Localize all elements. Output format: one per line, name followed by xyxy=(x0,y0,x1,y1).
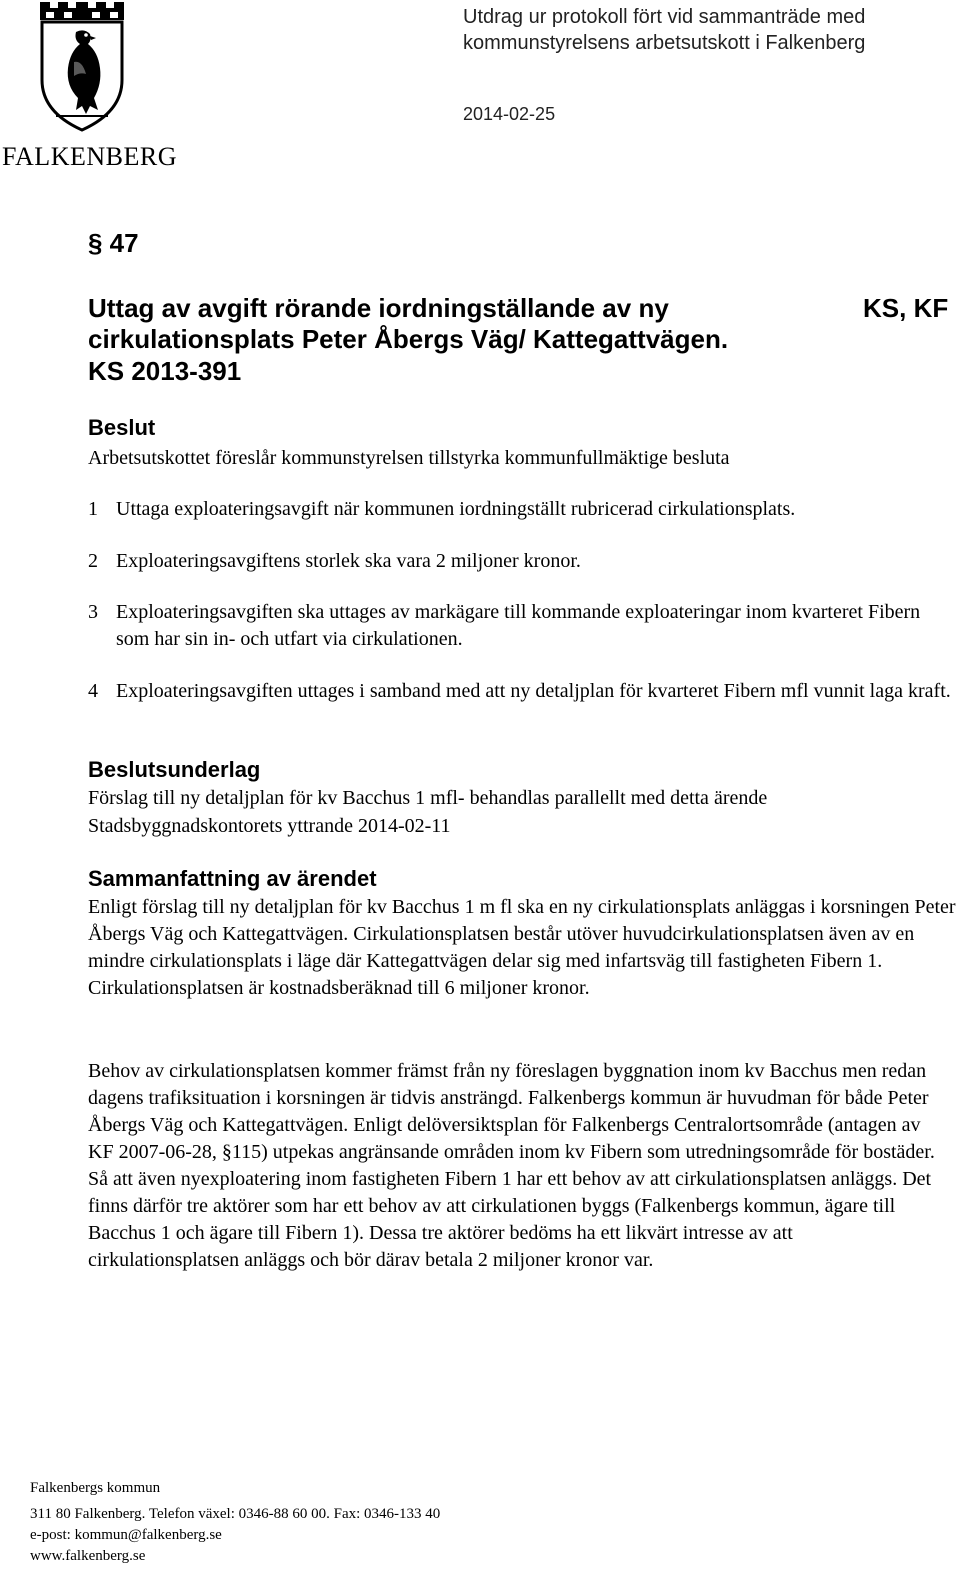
footer-website: www.falkenberg.se xyxy=(30,1548,146,1564)
title-line-2: cirkulationsplats Peter Åbergs Väg/ Kattegattvägen. xyxy=(88,324,729,354)
title-line-1: Uttag av avgift rörande iordningställande av ny xyxy=(88,293,669,323)
distribution-label: KS, KF xyxy=(863,293,949,323)
footer-email: e-post: kommun@falkenberg.se xyxy=(30,1527,222,1543)
case-number: KS 2013-391 xyxy=(88,356,242,386)
list-item-number: 2 xyxy=(88,550,98,572)
footer-address: 311 80 Falkenberg. Telefon växel: 0346-88 60 00. Fax: 0346-133 40 xyxy=(30,1506,441,1522)
header-title-line-1: Utdrag ur protokoll fört vid sammanträde med xyxy=(463,6,866,28)
section-heading-beslutsunderlag: Beslutsunderlag xyxy=(88,757,261,782)
footer-organization: Falkenbergs kommun xyxy=(30,1480,161,1496)
header-title-line-2: kommunstyrelsens arbetsutskott i Falkenberg xyxy=(463,32,866,54)
logo-wordmark: FALKENBERG xyxy=(2,142,177,171)
list-item-number: 4 xyxy=(88,680,98,702)
list-item-number: 3 xyxy=(88,601,98,623)
beslut-intro: Arbetsutskottet föreslår kommunstyrelsen tillstyrka kommunfullmäktige besluta xyxy=(88,447,730,469)
falkenberg-coat-of-arms-logo xyxy=(36,2,128,132)
summary-paragraph-1: Enligt förslag till ny detaljplan för kv Bacchus 1 m fl ska en ny cirkulationsplats anläggas i korsningen Peter Åbergs Väg och Kattegattvägen. Cirkulationsplatsen består utöver huvudcirkulationsplatsen även av en mindre cirkulationsplats i läge där Kattegattvägen delar sig med infartsväg till fastigheten Fibern 1. Cirkulationsplatsen är kostnadsberäknad till 6 miljoner kronor. xyxy=(88,896,956,999)
list-item-text: Exploateringsavgiftens storlek ska vara 2 miljoner kronor. xyxy=(116,550,581,572)
meeting-date: 2014-02-25 xyxy=(463,104,556,124)
underlag-line-1: Förslag till ny detaljplan för kv Bacchus 1 mfl- behandlas parallellt med detta ärende xyxy=(88,787,768,809)
list-item-text: Uttaga exploateringsavgift när kommunen iordningställt rubricerad cirkulationsplats. xyxy=(116,498,796,520)
summary-paragraph-2: Behov av cirkulationsplatsen kommer främst från ny föreslagen byggnation inom kv Bacchus men redan dagens trafiksituation i korsningen är tidvis ansträngd. Falkenbergs kommun är huvudman för både Peter Åbergs Väg och Kattegattvägen. Enligt delöversiktsplan för Falkenbergs Centralortsområde (antagen av KF 2007-06-28, §115) utpekas angränsande områden inom kv Fibern som utredningsområde för bostäder. Så att även nyexploatering inom fastigheten Fibern 1 har ett behov av att cirkulationsplatsen anläggs. Det finns därför tre aktörer som har ett behov av att cirkulationen byggs (Falkenbergs kommun, ägare till Bacchus 1 och ägare till Fibern 1). Dessa tre aktörer bedöms ha ett likvärt intresse av att cirkulationsplatsen anläggs och bör därav betala 2 miljoner kronor var. xyxy=(88,1060,935,1271)
section-heading-sammanfattning: Sammanfattning av ärendet xyxy=(88,866,377,891)
list-item-text: Exploateringsavgiften ska uttages av markägare till kommande exploateringar inom kvarteret Fibern som har sin in- och utfart via cirkulationen. xyxy=(116,601,921,650)
list-item-number: 1 xyxy=(88,498,98,520)
section-heading-beslut: Beslut xyxy=(88,415,156,440)
paragraph-number: § 47 xyxy=(88,228,139,258)
list-item-text: Exploateringsavgiften uttages i samband med att ny detaljplan för kvarteret Fibern mfl vunnit laga kraft. xyxy=(116,680,951,702)
underlag-line-2: Stadsbyggnadskontorets yttrande 2014-02-11 xyxy=(88,815,451,837)
